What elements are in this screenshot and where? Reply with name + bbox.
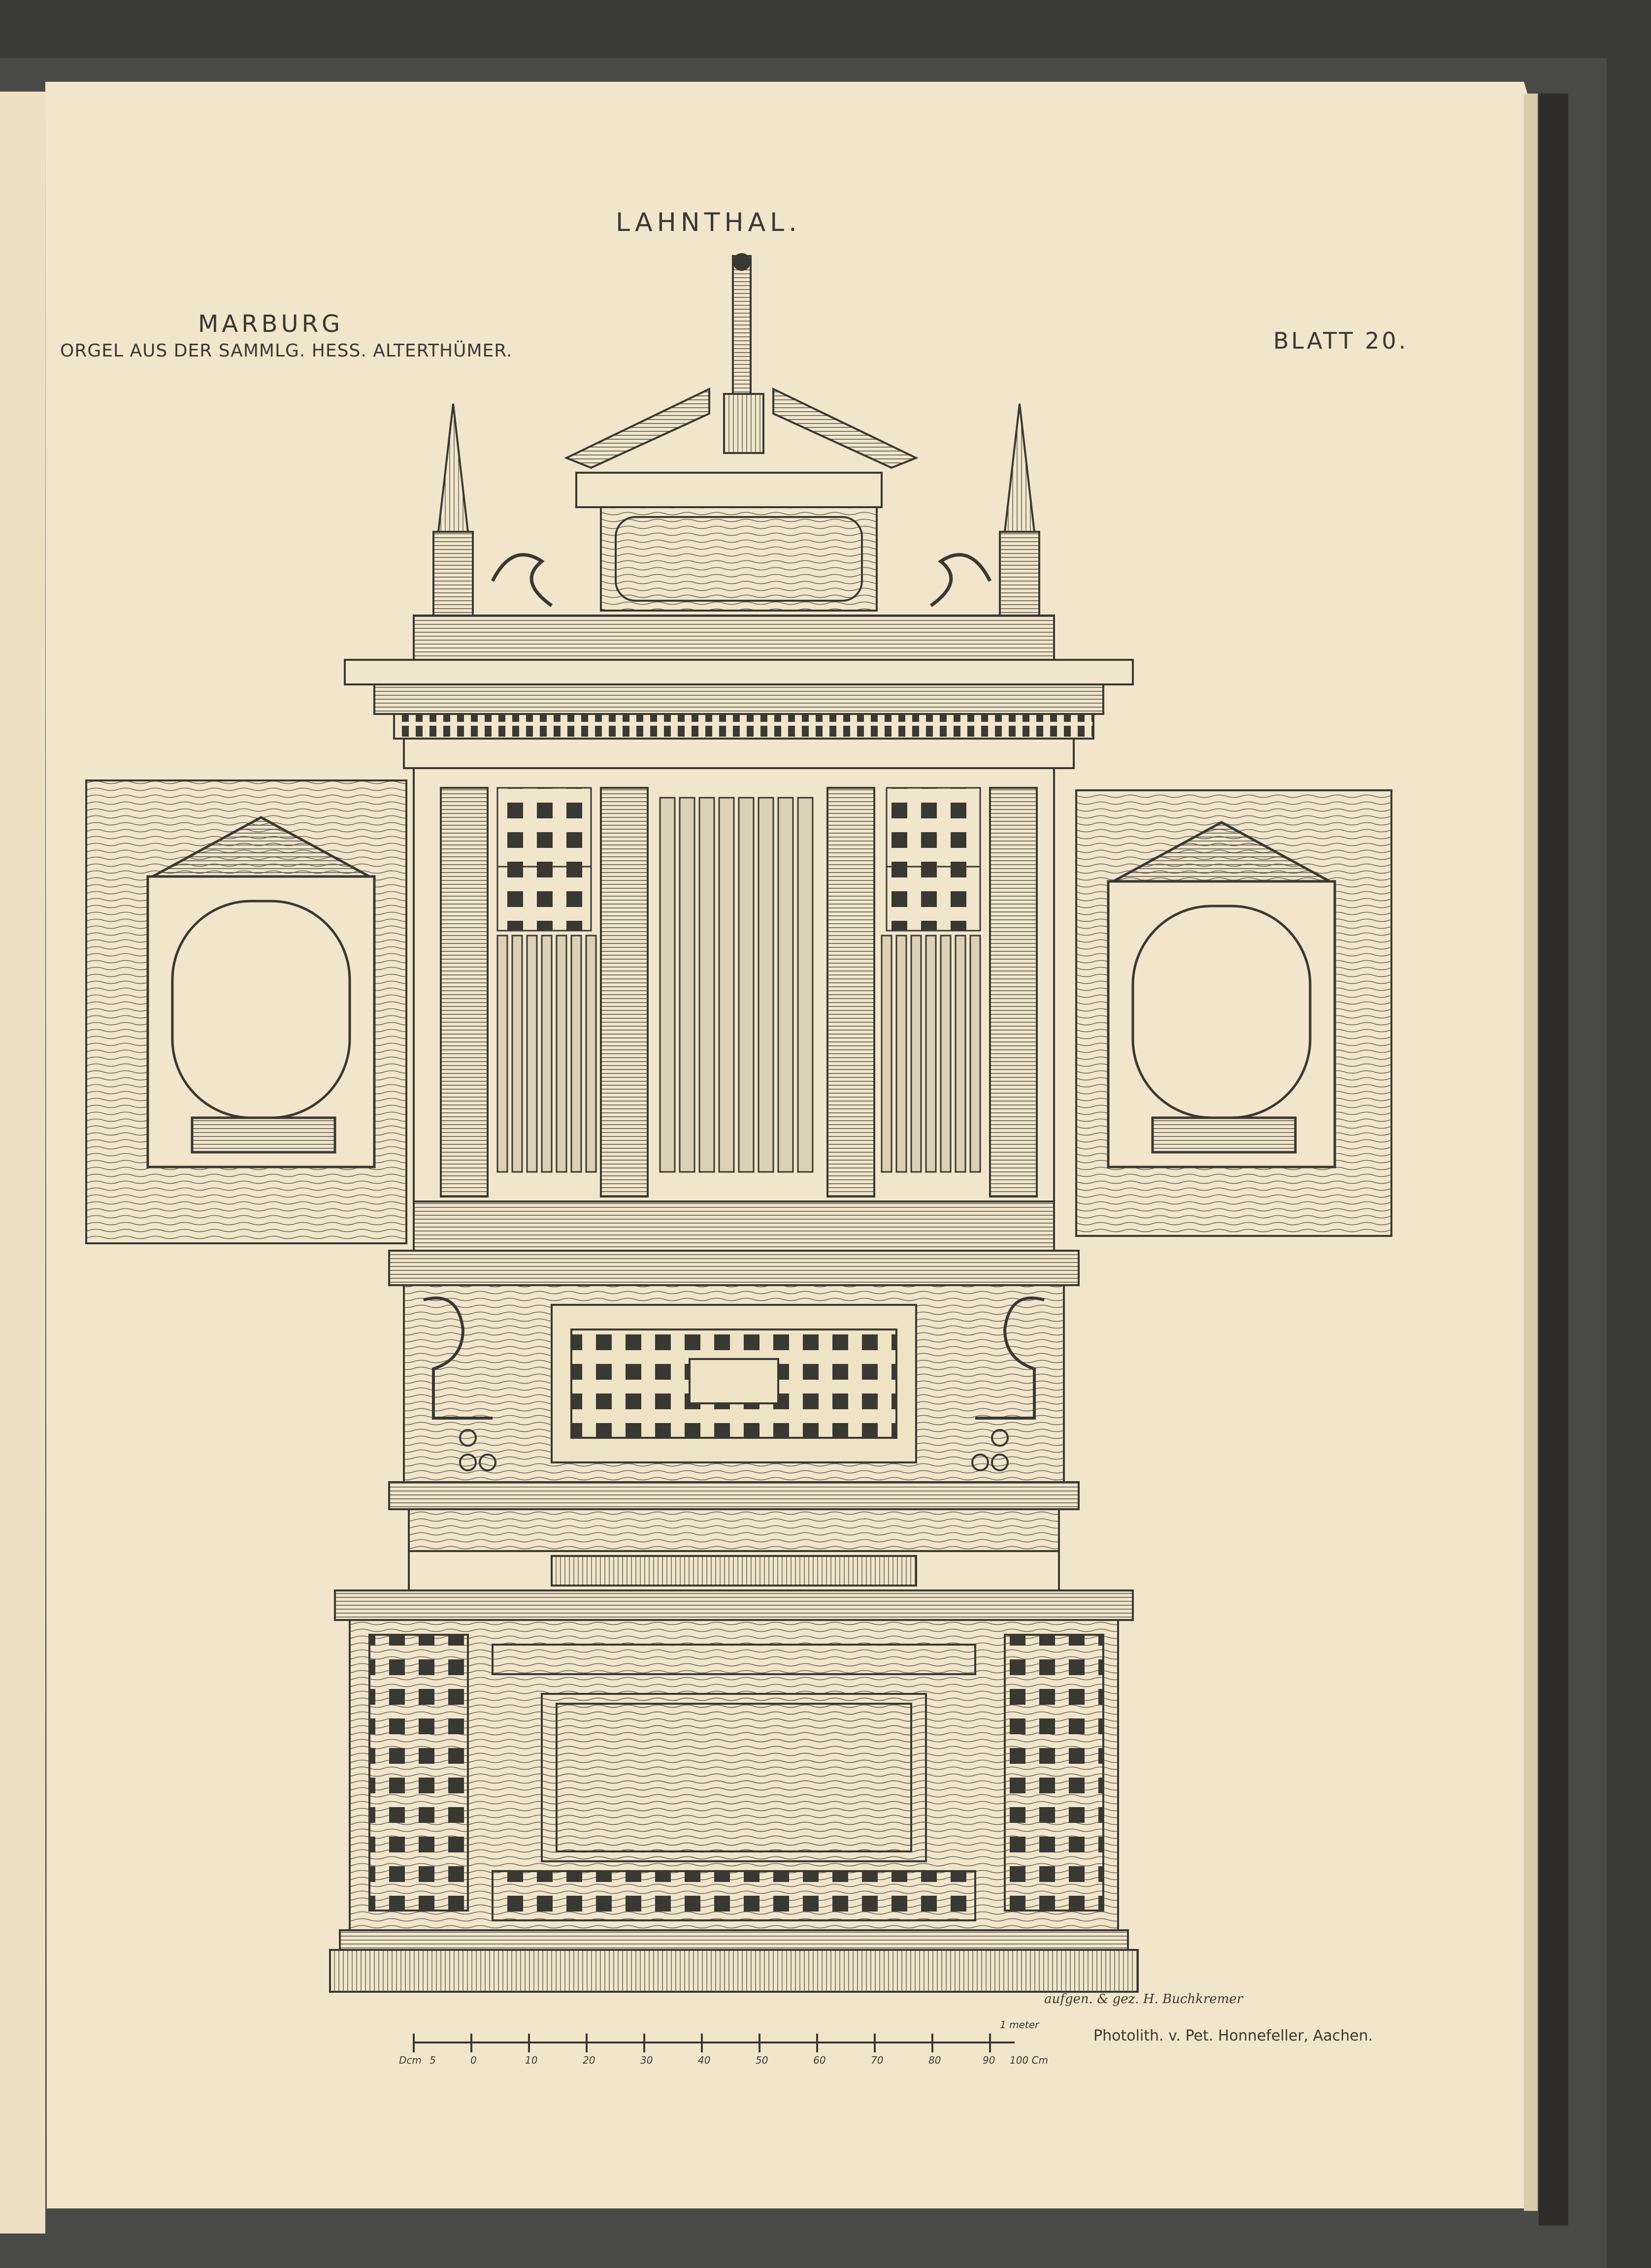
scale-bar-start-label: Dcm	[399, 2054, 422, 2066]
scale-tick-label: 80	[928, 2054, 941, 2066]
scale-tick-label: 20	[583, 2054, 595, 2066]
scale-tick-label: 40	[698, 2054, 711, 2066]
scale-tick-label: 70	[871, 2054, 884, 2066]
scale-tick-label: 5	[429, 2054, 436, 2066]
plate-place-title: MARBURG	[198, 310, 344, 338]
printer-credit: Photolith. v. Pet. Honnefeller, Aachen.	[1093, 2027, 1373, 2044]
scale-bar	[399, 2019, 1049, 2078]
scale-tick-label: 10	[525, 2054, 538, 2066]
scale-tick-label: 60	[813, 2054, 826, 2066]
scale-bar-length-label: 1 meter	[1000, 2019, 1039, 2031]
scale-tick-label: 50	[756, 2054, 768, 2066]
right-page-edge	[1524, 94, 1538, 2211]
book-spine-right	[1539, 94, 1568, 2226]
scale-tick-label: 30	[640, 2054, 653, 2066]
scale-tick-label: 0	[470, 2054, 477, 2066]
scale-tick-label: 90	[983, 2054, 995, 2066]
plate-sheet-number: BLATT 20.	[1273, 327, 1409, 354]
plate-region-title: LAHNTHAL.	[616, 208, 801, 237]
left-page-edge	[0, 92, 45, 2234]
plate-subject: ORGEL AUS DER SAMMLG. HESS. ALTERTHÜMER.	[60, 341, 513, 361]
draughtsman-signature: aufgen. & gez. H. Buchkremer	[1044, 1992, 1243, 2007]
scale-tick-label: 100 Cm	[1010, 2054, 1048, 2066]
